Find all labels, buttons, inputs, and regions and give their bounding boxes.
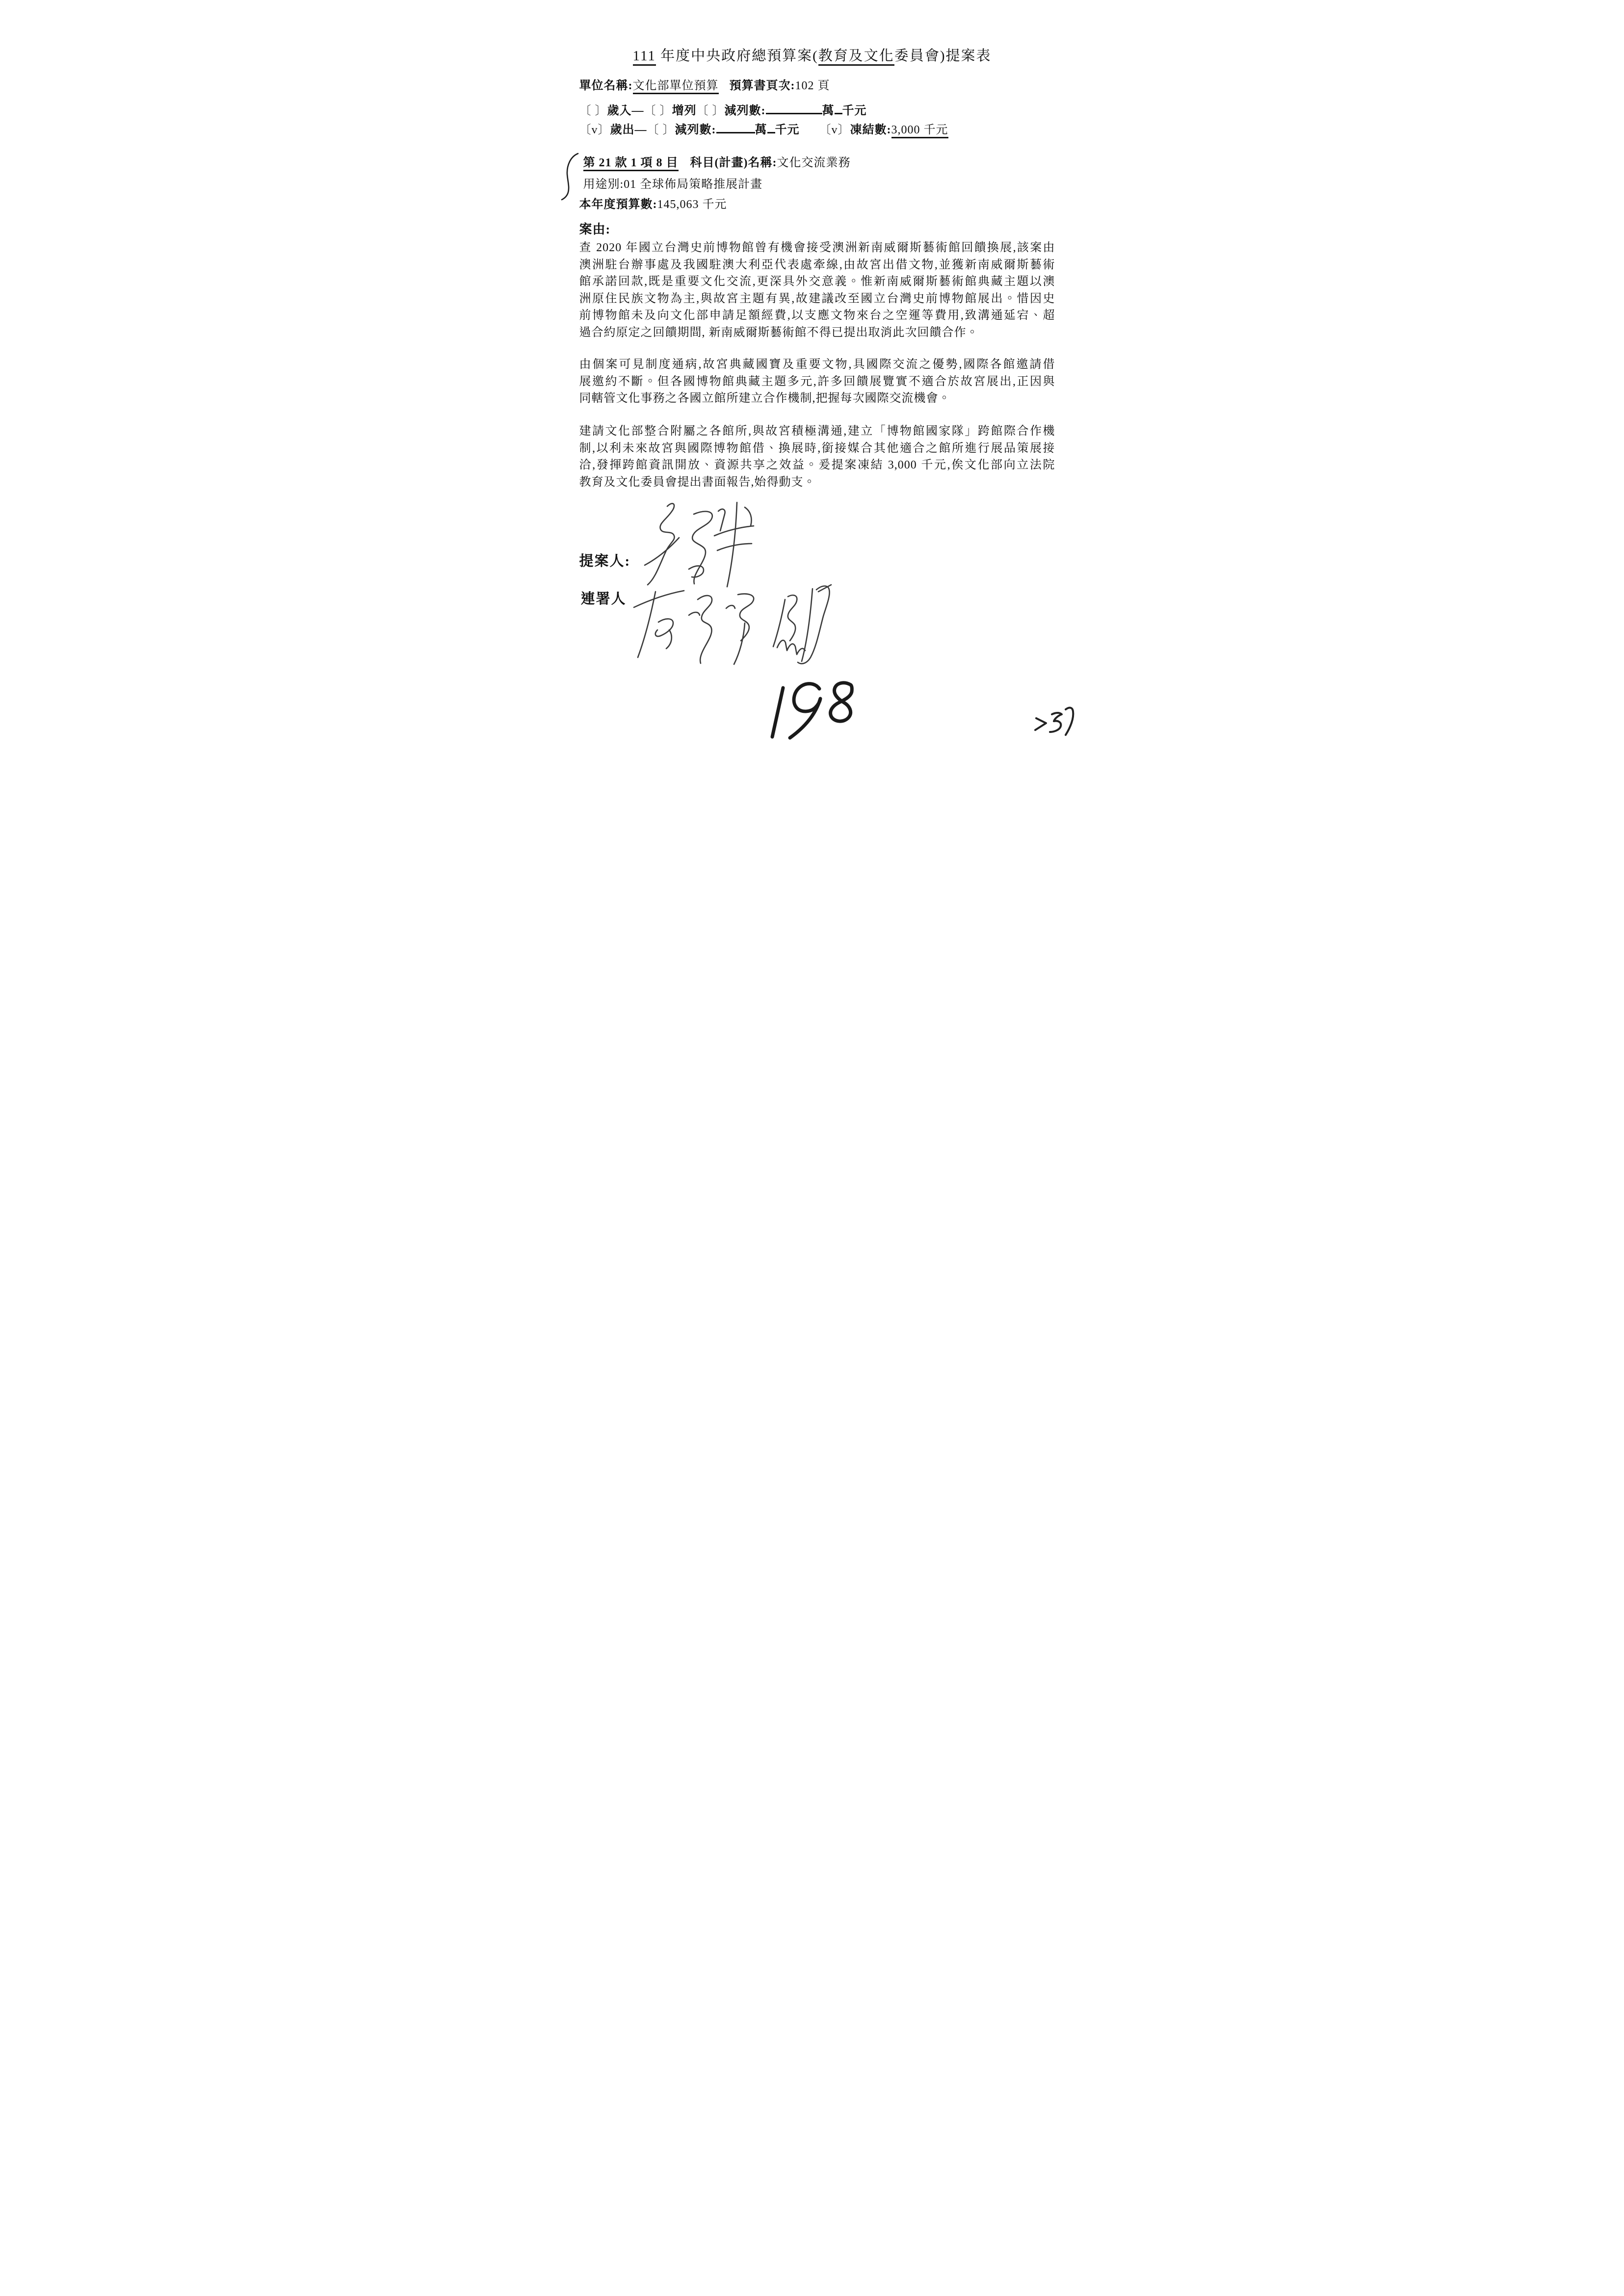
bracket-stroke bbox=[562, 154, 578, 200]
digit-9-stroke bbox=[790, 684, 820, 738]
expense-cut-checkbox: 〔 〕 bbox=[647, 124, 675, 136]
signature-stroke bbox=[666, 630, 672, 649]
signature-stroke bbox=[802, 589, 812, 661]
signature-stroke bbox=[689, 566, 704, 577]
thousand-unit: 千元 bbox=[842, 104, 867, 117]
signature-stroke bbox=[787, 595, 797, 641]
signature-stroke bbox=[738, 594, 754, 641]
paragraph-line: 同轄管文化事務之各國立館所建立合作機制,把握每次國際交流機會。 bbox=[579, 392, 951, 405]
cut-amount-label: 減列數: bbox=[724, 104, 766, 117]
signature-stroke bbox=[717, 544, 752, 550]
dash: — bbox=[634, 124, 647, 136]
signature-stroke bbox=[645, 538, 679, 565]
signature-stroke bbox=[718, 509, 725, 531]
subject-value: 文化交流業務 bbox=[777, 157, 851, 169]
budget-amount-label: 本年度預算數: bbox=[579, 198, 657, 211]
paragraph-line: 前博物館未及向文化部申請足額經費,以支應文物來台之空運等費用,致溝通延宕、超 bbox=[579, 309, 1055, 322]
blank-short-line bbox=[767, 120, 775, 133]
budget-book-page-value: 102 頁 bbox=[795, 79, 830, 92]
corner-digit-stroke bbox=[1066, 708, 1073, 735]
paragraph-line: 由個案可見制度通病,故宮典藏國寶及重要文物,具國際交流之優勢,國際各館邀請借 bbox=[579, 358, 1055, 371]
budget-book-page-label: 預算書頁次: bbox=[729, 79, 795, 92]
paragraph-line: 查 2020 年國立台灣史前博物館曾有機會接受澳洲新南威爾斯藝術館回饋換展,該案由 bbox=[579, 241, 1055, 254]
dash: — bbox=[631, 104, 644, 117]
purpose-line bbox=[583, 177, 763, 192]
cosigner-signature-ink bbox=[634, 585, 831, 664]
signature-stroke bbox=[777, 640, 805, 654]
unit-name-label: 單位名稱: bbox=[579, 79, 633, 92]
signature-stroke bbox=[655, 619, 673, 636]
budget-amount-value: 145,063 千元 bbox=[657, 198, 727, 211]
unit-name-value: 文化部單位預算 bbox=[633, 79, 719, 94]
signature-stroke bbox=[734, 623, 745, 664]
paragraph-line: 洲原住民族文物為主,與故宮主題有異,故建議改至國立台灣史前博物館展出。惜因史 bbox=[579, 292, 1055, 305]
paragraph-line: 制,以利未來故宮與國際博物館借、換展時,銜接媒合其他適合之館所進行展品策展接 bbox=[579, 442, 1055, 455]
paragraph-line: 洽,發揮跨館資訊開放、資源共享之效益。爰提案凍結 3,000 千元,俟文化部向立法院 bbox=[579, 459, 1055, 471]
signature-stroke bbox=[689, 612, 700, 615]
proposer-label: 提案人: bbox=[579, 553, 631, 569]
signature-stroke bbox=[818, 585, 831, 592]
wan-unit: 萬 bbox=[755, 124, 767, 136]
title-part1: 年度中央政府總預算案( bbox=[655, 48, 818, 64]
section-line-1 bbox=[583, 156, 851, 170]
revenue-row bbox=[579, 101, 867, 118]
increase-label: 增列 bbox=[672, 104, 697, 117]
expense-checkbox-checked: 〔v〕 bbox=[579, 124, 610, 136]
signature-stroke bbox=[648, 503, 675, 585]
signature-stroke bbox=[698, 596, 712, 663]
signature-stroke bbox=[638, 592, 655, 657]
proposer-signature-ink bbox=[645, 502, 754, 587]
paragraph-line: 館承諾回款,既是重要文化交流,更深具外交意義。惟新南威爾斯藝術館典藏主題以澳 bbox=[579, 275, 1055, 288]
budget-amount-row bbox=[579, 197, 727, 212]
expense-row bbox=[579, 120, 948, 137]
budget-proposal-form-page bbox=[542, 0, 1083, 765]
purpose-text: 用途別:01 全球佈局策略推展計畫 bbox=[583, 178, 763, 191]
expense-cut-label: 減列數: bbox=[675, 124, 716, 136]
freeze-checkbox-checked: 〔v〕 bbox=[819, 124, 850, 136]
digit-1-stroke bbox=[772, 688, 783, 737]
signature-stroke bbox=[714, 526, 754, 536]
corner-digit-stroke bbox=[1050, 713, 1062, 732]
corner-digit-stroke bbox=[1035, 718, 1046, 730]
paragraph-line: 展邀約不斷。但各國博物館典藏主題多元,許多回饋展覽實不適合於故宮展出,正因與 bbox=[579, 375, 1055, 388]
signature-stroke bbox=[773, 600, 785, 647]
increase-checkbox: 〔 〕 bbox=[644, 104, 672, 117]
title-part2: 委員會)提案表 bbox=[894, 48, 992, 64]
title-year: 111 bbox=[633, 48, 656, 66]
signature-stroke bbox=[798, 586, 830, 664]
revenue-label: 歲入 bbox=[607, 104, 632, 117]
paragraph-line: 澳洲駐台辦事處及我國駐澳大利亞代表處牽線,由故宮出借文物,並獲新南威爾斯藝術 bbox=[579, 258, 1055, 271]
form-title bbox=[558, 47, 1066, 65]
cut-checkbox: 〔 〕 bbox=[696, 104, 725, 117]
thousand-unit: 千元 bbox=[775, 124, 800, 136]
signature-stroke bbox=[634, 591, 684, 607]
paragraph-line: 建請文化部整合附屬之各館所,與故宮積極溝通,建立「博物館國家隊」跨館際合作機 bbox=[579, 425, 1055, 438]
digit-8-stroke bbox=[830, 683, 852, 721]
blank-amount-line bbox=[716, 120, 755, 133]
signature-stroke bbox=[745, 507, 752, 526]
cosigner-label: 連署人 bbox=[580, 591, 627, 607]
signature-stroke bbox=[726, 605, 735, 608]
paragraph-line: 教育及文化委員會提出書面報告,始得動支。 bbox=[579, 475, 816, 489]
revenue-checkbox: 〔 〕 bbox=[579, 104, 607, 117]
signature-stroke bbox=[692, 511, 712, 584]
item-number: 第 21 款 1 項 8 目 bbox=[583, 157, 679, 171]
freeze-label: 凍結數: bbox=[850, 124, 891, 136]
signature-stroke bbox=[727, 502, 737, 587]
wan-unit: 萬 bbox=[822, 104, 835, 117]
case-paragraph-3 bbox=[579, 423, 1055, 491]
case-heading: 案由: bbox=[579, 222, 611, 236]
title-committee: 教育及文化 bbox=[818, 48, 894, 66]
subject-label: 科目(計畫)名稱: bbox=[690, 157, 777, 169]
blank-amount-line bbox=[766, 101, 822, 114]
expense-label: 歲出 bbox=[610, 124, 635, 136]
freeze-value: 3,000 千元 bbox=[891, 124, 948, 138]
blank-short-line bbox=[835, 101, 842, 114]
unit-name-row bbox=[579, 78, 830, 93]
case-paragraph-2 bbox=[579, 356, 1055, 407]
paragraph-line: 過合約原定之回饋期間, 新南威爾斯藝術館不得已提出取消此次回饋合作。 bbox=[579, 326, 979, 339]
case-paragraph-1 bbox=[579, 239, 1055, 341]
